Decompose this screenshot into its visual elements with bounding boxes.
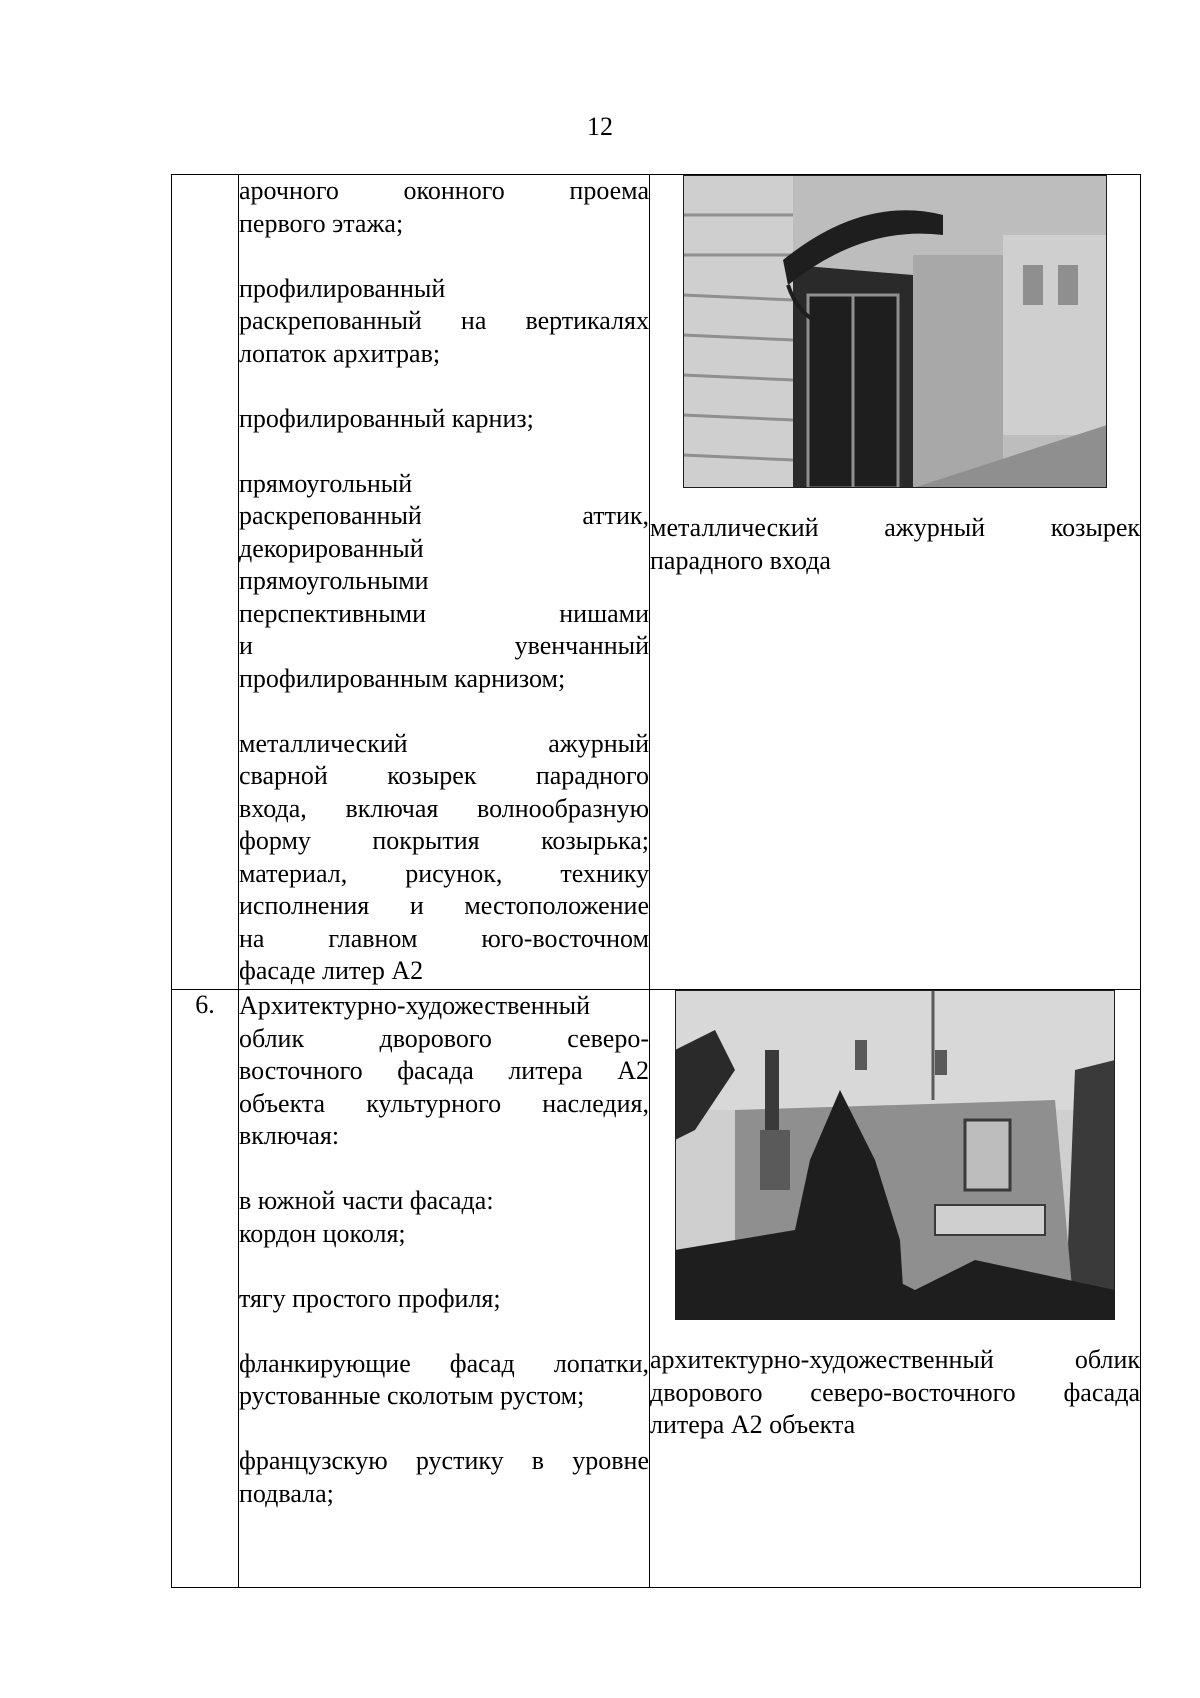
photo-caption <box>650 1344 1140 1442</box>
text-line: подвала; <box>239 1478 334 1508</box>
photo-cell <box>650 175 1141 990</box>
text-line: объекта культурного наследия, <box>239 1088 649 1118</box>
paragraph <box>239 273 649 371</box>
text-line: прямоугольный <box>239 468 413 498</box>
courtyard-facade-photo <box>675 990 1115 1320</box>
text-line: облик дворового северо- <box>239 1023 649 1053</box>
text-line: профилированным карнизом; <box>239 663 566 693</box>
text-line: перспективными нишами <box>239 598 649 628</box>
caption-line: металлический ажурный козырек <box>650 513 1140 542</box>
text-line: раскрепованный на вертикалях <box>239 306 649 335</box>
paragraph <box>239 468 649 696</box>
paragraph <box>239 728 649 988</box>
text-line: сварной козырек парадного <box>239 761 649 790</box>
paragraph <box>239 1445 649 1510</box>
caption-line: литера А2 объекта <box>650 1410 856 1439</box>
text-line: входа, включая волнообразную <box>239 793 649 823</box>
text-line: восточного фасада литера А2 <box>239 1056 649 1085</box>
text-line: профилированный карниз; <box>239 403 534 433</box>
photo-cell <box>650 990 1141 1588</box>
text-line: первого этажа; <box>239 208 404 238</box>
text-line: рустованные сколотым рустом; <box>239 1381 585 1410</box>
row-number-cell <box>172 175 239 990</box>
text-line: декорированный <box>239 533 424 563</box>
entrance-canopy-photo <box>683 175 1107 488</box>
caption-line: парадного входа <box>650 545 831 575</box>
caption-line: дворового северо-восточного фасада <box>650 1377 1140 1407</box>
text-line: фасаде литер А2 <box>239 956 424 985</box>
text-line: лопаток архитрав; <box>239 338 441 368</box>
text-line: в южной части фасада: <box>239 1186 494 1215</box>
text-line: на главном юго-восточном <box>239 923 649 953</box>
text-line: металлический ажурный <box>239 728 649 758</box>
text-line: исполнения и местоположение <box>239 891 649 920</box>
caption-line: архитектурно-художественный облик <box>650 1345 1140 1374</box>
text-line: тягу простого профиля; <box>239 1283 501 1313</box>
text-line: форму покрытия козырька; <box>239 826 649 855</box>
text-line: раскрепованный аттик, <box>239 501 649 530</box>
text-line: материал, рисунок, технику <box>239 858 649 888</box>
text-line: кордон цоколя; <box>239 1218 406 1248</box>
text-line: профилированный <box>239 273 446 303</box>
paragraph <box>239 1185 649 1250</box>
text-line: Архитектурно-художественный <box>239 991 591 1020</box>
paragraph <box>239 990 649 1153</box>
row-number-cell: 6. <box>172 990 239 1588</box>
description-cell <box>239 175 650 990</box>
paragraph <box>239 403 649 436</box>
heritage-table <box>171 174 1141 1588</box>
text-line: арочного оконного проема <box>239 176 649 205</box>
text-line: и увенчанный <box>239 631 649 660</box>
photo-caption <box>650 512 1140 577</box>
paragraph <box>239 1348 649 1413</box>
text-line: фланкирующие фасад лопатки, <box>239 1348 649 1378</box>
paragraph <box>239 1283 649 1316</box>
page-number: 12 <box>587 112 613 141</box>
text-line: французскую рустику в уровне <box>239 1446 649 1475</box>
text-line: прямоугольными <box>239 566 429 595</box>
table-row <box>172 990 1141 1588</box>
description-cell <box>239 990 650 1588</box>
table-row <box>172 175 1141 990</box>
paragraph <box>239 175 649 240</box>
text-line: включая: <box>239 1121 340 1150</box>
